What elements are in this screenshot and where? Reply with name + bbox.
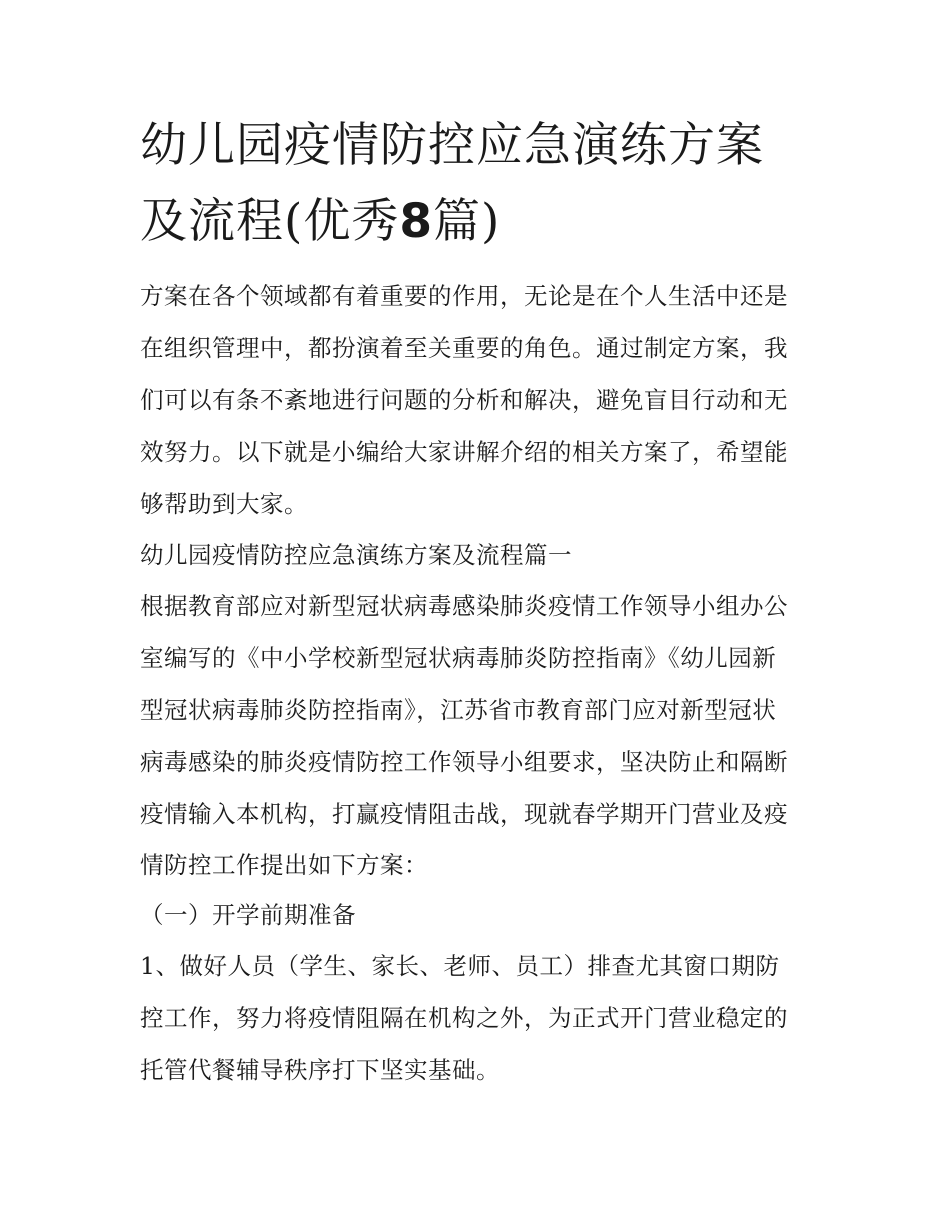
list-item-line: 控工作，努力将疫情阻隔在机构之外，为正式开门营业稳定的 — [140, 1004, 788, 1032]
title-line-1: 幼儿园疫情防控应急演练方案 — [140, 118, 764, 173]
list-item-1 — [140, 940, 812, 1096]
body-line: 根据教育部应对新型冠状病毒感染肺炎疫情工作领导小组办公 — [140, 592, 788, 620]
body-line: 型冠状病毒肺炎防控指南》，江苏省市教育部门应对新型冠状 — [140, 696, 777, 724]
intro-line: 们可以有条不紊地进行问题的分析和解决，避免盲目行动和无 — [140, 386, 788, 414]
intro-line: 在组织管理中，都扮演着至关重要的角色。通过制定方案，我 — [140, 334, 788, 362]
document-body — [140, 270, 812, 1096]
body-line: 病毒感染的肺炎疫情防控工作领导小组要求，坚决防止和隔断 — [140, 748, 788, 776]
body-line: 疫情输入本机构，打赢疫情阻击战，现就春学期开门营业及疫 — [140, 800, 788, 828]
body-paragraph — [140, 580, 812, 890]
intro-line: 方案在各个领域都有着重要的作用，无论是在个人生活中还是 — [140, 282, 788, 310]
document-page — [140, 108, 812, 1096]
list-item-line: 1、做好人员（学生、家长、老师、员工）排查尤其窗口期防 — [140, 952, 780, 980]
intro-line: 效努力。以下就是小编给大家讲解介绍的相关方案了，希望能 — [140, 438, 788, 466]
list-item-line: 托管代餐辅导秩序打下坚实基础。 — [140, 1056, 500, 1084]
body-line: 室编写的《中小学校新型冠状病毒肺炎防控指南》《幼儿园新 — [140, 644, 777, 672]
intro-line: 够帮助到大家。 — [140, 490, 308, 518]
subheading: （一）开学前期准备 — [140, 901, 356, 929]
document-title — [140, 108, 812, 260]
body-line: 情防控工作提出如下方案： — [140, 851, 428, 879]
title-line-2-number: 8 — [399, 194, 434, 249]
title-line-2-suffix: 篇) — [433, 194, 501, 249]
intro-paragraph — [140, 270, 812, 530]
section-heading: 幼儿园疫情防控应急演练方案及流程篇一 — [140, 541, 572, 569]
title-line-2-prefix: 及流程(优秀 — [140, 194, 400, 249]
